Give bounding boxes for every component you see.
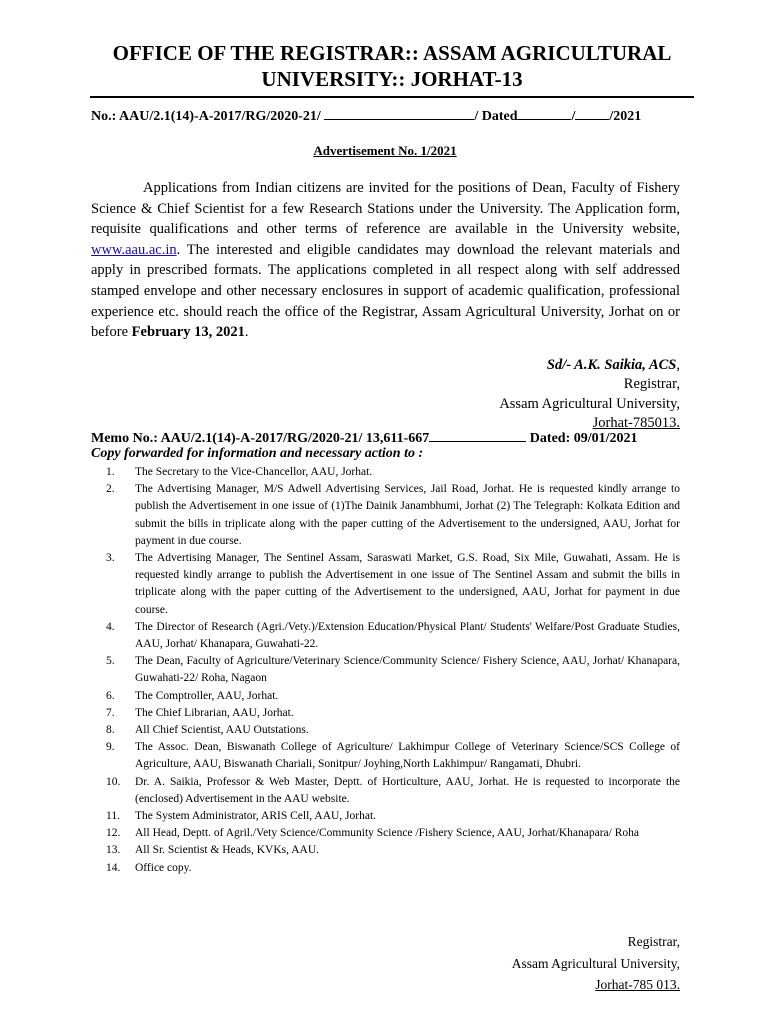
list-item	[106, 722, 680, 739]
list-item	[106, 653, 680, 687]
closing-place: Jorhat-785 013.	[595, 977, 680, 992]
advertisement-number: Advertisement No. 1/2021	[313, 143, 457, 158]
list-item-number: 5.	[106, 655, 115, 668]
month-blank	[575, 106, 609, 120]
day-blank	[517, 106, 571, 120]
list-item-number: 4.	[106, 620, 115, 633]
list-item-text: The Chief Librarian, AAU, Jorhat.	[135, 706, 294, 719]
list-item-text: The Comptroller, AAU, Jorhat.	[135, 689, 279, 702]
copy-forwarded-heading: Copy forwarded for information and necessary action to :	[91, 446, 424, 461]
list-item	[106, 481, 680, 550]
list-item-number: 6.	[106, 689, 115, 702]
distribution-list	[106, 464, 680, 877]
list-item-text: The Assoc. Dean, Biswanath College of Agriculture/ Lakhimpur College of Veterinary Science/SCS College of Agriculture, AAU, Biswanath Chariali, Sonitpur/ Joyhing,North Lakhimpur/ Rangamati, Dhubri.	[135, 741, 680, 771]
body-text-start: Applications from Indian citizens are invited for the positions of Dean, Faculty of Fishery Science & Chief Scientist for a few Research Stations under the University. The Application form, requisite qualifications and other terms of reference are available in the University website,	[91, 180, 680, 238]
list-item-number: 10.	[106, 775, 121, 788]
signatory-place: Jorhat-785013.	[592, 414, 680, 431]
list-item-number: 11.	[106, 810, 120, 823]
list-item	[106, 808, 680, 825]
website-link[interactable]: www.aau.ac.in	[91, 241, 177, 258]
list-item	[106, 705, 680, 722]
body-text-middle: . The interested and eligible candidates may download the relevant materials and apply in prescribed formats. The applications completed in all respect along with self addressed stamped envelope and other necessary enclosures in support of academic qualification, professional experience etc. should reach the office of the Registrar, Assam Agricultural University, Jorhat on or before	[91, 241, 680, 341]
deadline-date: February 13, 2021	[131, 324, 245, 341]
list-item-number: 2.	[106, 483, 115, 496]
list-item-number: 9.	[106, 741, 115, 754]
closing-signature	[512, 931, 680, 996]
list-item-text: All Chief Scientist, AAU Outstations.	[135, 724, 309, 737]
signatory-designation: Registrar,	[623, 376, 680, 393]
year-label: /2021	[609, 109, 642, 124]
list-item-number: 8.	[106, 724, 115, 737]
list-item	[106, 825, 680, 842]
advertisement-body	[91, 178, 680, 343]
list-item-number: 1.	[106, 466, 115, 478]
list-item-text: Office copy.	[135, 861, 192, 874]
list-item-text: The Secretary to the Vice-Chancellor, AAU, Jorhat.	[135, 466, 373, 478]
list-item	[106, 842, 680, 859]
list-item-text: The Director of Research (Agri./Vety.)/Extension Education/Physical Plant/ Students' Welfare/Post Graduate Studies, AAU, Jorhat/ Khanapara, Guwahati-22.	[135, 620, 680, 651]
list-item-text: Dr. A. Saikia, Professor & Web Master, Deptt. of Horticulture, AAU, Jorhat. He is requested to incorporate the (enclosed) Advertisement in the AAU website.	[135, 775, 680, 805]
list-item	[106, 619, 680, 653]
list-item	[106, 774, 680, 808]
list-item-number: 3.	[106, 552, 115, 565]
signature-block	[499, 356, 680, 433]
list-item-text: All Sr. Scientist & Heads, KVKs, AAU.	[135, 844, 319, 857]
list-item-text: The System Administrator, ARIS Cell, AAU, Jorhat.	[135, 810, 377, 823]
list-item-number: 13.	[106, 844, 121, 857]
list-item-number: 14.	[106, 861, 121, 874]
list-item	[106, 739, 680, 773]
reference-line	[91, 106, 641, 125]
list-item	[106, 550, 680, 619]
page-title: OFFICE OF THE REGISTRAR:: ASSAM AGRICULTURAL UNIVERSITY:: JORHAT-13	[112, 41, 672, 91]
list-item-text: The Advertising Manager, The Sentinel Assam, Saraswati Market, G.S. Road, Six Mile, Guwahati, Assam. He is requested kindly arrange to publish the Advertisement in one issue of The Sentinel Assam and submit the bills in triplicate along with the paper cutting of the Advertisement to the undersigned, AAU, Jorhat for payment in due course.	[135, 552, 680, 616]
reference-blank	[324, 106, 474, 120]
body-text-end: .	[244, 324, 249, 341]
list-item-text: All Head, Deptt. of Agril./Vety Science/Community Science /Fishery Science, AAU, Jorhat/Khanapara/ Roha	[135, 827, 639, 840]
list-item-text: The Advertising Manager, M/S Adwell Advertising Services, Jail Road, Jorhat. He is requested kindly arrange to publish the Advertisement in one issue of (1)The Dainik Janambhumi, Jorhat (2) The Telegraph: Kolkata Edition and submit the bills in triplicate along with the paper cutting of the Advertisement to the undersigned, AAU, Jorhat for payment in due course.	[135, 483, 680, 547]
title-divider	[90, 96, 694, 98]
list-item	[106, 688, 680, 705]
list-item	[106, 464, 680, 481]
memo-number: Memo No.: AAU/2.1(14)-A-2017/RG/2020-21/ 13,611-667	[91, 431, 430, 446]
list-item	[106, 860, 680, 877]
memo-date: Dated: 09/01/2021	[529, 431, 638, 446]
date-slash: /	[571, 109, 576, 124]
memo-line	[91, 428, 638, 447]
list-item-number: 12.	[106, 827, 121, 840]
list-item-number: 7.	[106, 706, 115, 719]
closing-designation: Registrar,	[627, 934, 680, 949]
dated-label: / Dated	[474, 109, 518, 124]
signatory-name: Sd/- A.K. Saikia, ACS	[546, 357, 677, 373]
list-item-text: The Dean, Faculty of Agriculture/Veterinary Science/Community Science/ Fishery Science, AAU, Jorhat/ Khanapara, Guwahati-22/ Roha, Nagaon	[135, 655, 680, 685]
signatory-comma: ,	[676, 357, 680, 373]
signatory-organisation: Assam Agricultural University,	[499, 395, 680, 412]
closing-organisation: Assam Agricultural University,	[511, 955, 680, 971]
reference-number: No.: AAU/2.1(14)-A-2017/RG/2020-21/	[91, 109, 321, 124]
memo-blank	[429, 428, 526, 442]
